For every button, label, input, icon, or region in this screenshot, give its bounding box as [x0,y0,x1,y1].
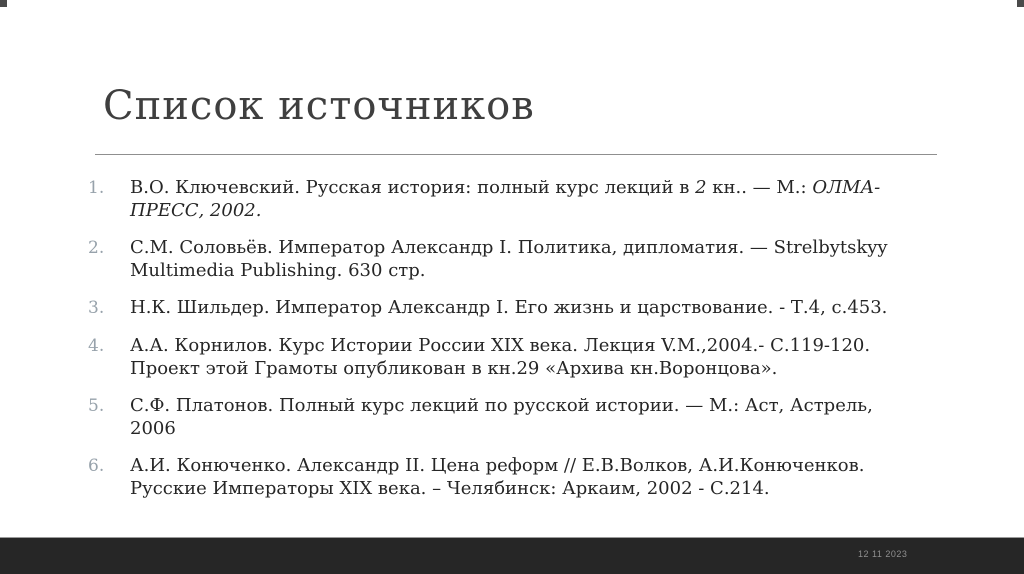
source-item [88,334,918,380]
corner-mark-top-left-icon [0,0,7,7]
source-text: В.О. Ключевский. Русская история: полный курс лекций в 2 кн.. — М.: ОЛМА-ПРЕСС, 2002. [130,177,881,221]
source-number: 2. [88,238,105,258]
source-item [88,176,918,222]
footer-bar [0,537,1024,574]
source-item [88,454,918,500]
source-number: 1. [88,178,105,198]
source-item [88,394,918,440]
source-number: 6. [88,456,105,476]
source-list [88,176,918,514]
slide-date: 12 11 2023 [858,549,908,559]
source-item [88,236,918,282]
source-text: С.М. Соловьёв. Император Александр I. Политика, дипломатия. — Strelbytskyy Multimedia Publishing. 630 стр. [130,237,888,281]
title-rule [95,154,937,155]
corner-mark-top-right-icon [1017,0,1024,7]
source-number: 3. [88,298,105,318]
source-text: С.Ф. Платонов. Полный курс лекций по русской истории. — М.: Аст, Астрель, 2006 [130,395,873,439]
source-number: 4. [88,336,105,356]
source-item [88,296,918,320]
source-text: Н.К. Шильдер. Император Александр I. Его жизнь и царствование. - Т.4, с.453. [130,297,888,318]
slide-title: Список источников [103,83,535,129]
source-text: А.А. Корнилов. Курс Истории России XIX века. Лекция V.М.,2004.- С.119-120. Проект этой Грамоты опубликован в кн.29 «Архива кн.Воронцова». [130,335,871,379]
source-number: 5. [88,396,105,416]
source-text: А.И. Конюченко. Александр II. Цена реформ // Е.В.Волков, А.И.Конюченков. Русские Императоры XIX века. – Челябинск: Аркаим, 2002 - С.214. [130,455,865,499]
